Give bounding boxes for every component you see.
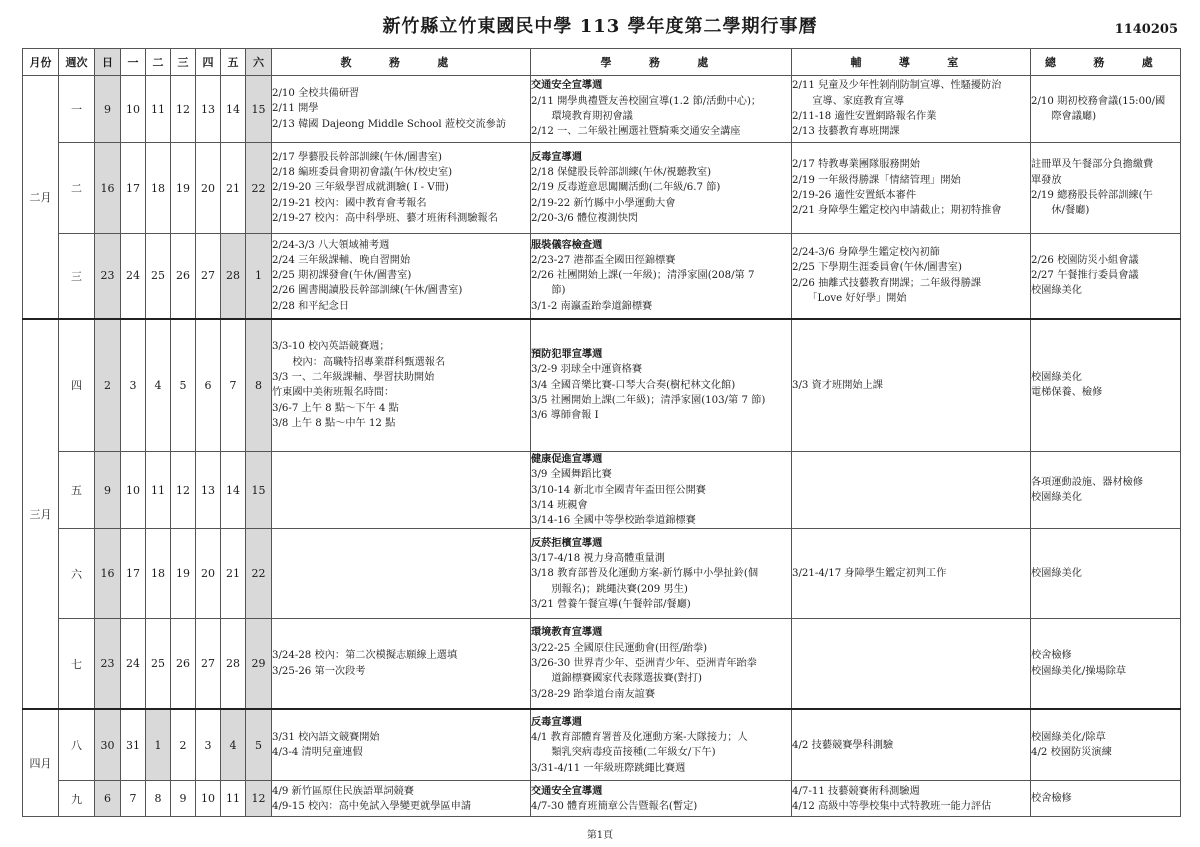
page-title: 新竹縣立竹東國民中學 113 學年度第二學期行事曆 bbox=[382, 16, 818, 37]
week-number-cell: 七 bbox=[59, 619, 95, 709]
month-cell: 二月 bbox=[23, 76, 59, 319]
day-cell-fri: 7 bbox=[221, 319, 246, 452]
header-general-affairs: 總 務 處 bbox=[1031, 49, 1181, 76]
event-line: 校舍檢修 bbox=[1031, 793, 1072, 805]
day-cell-thu: 27 bbox=[196, 619, 221, 709]
event-line: 宣導、家庭教育宣導 bbox=[792, 95, 905, 107]
week-row bbox=[23, 619, 1181, 709]
event-line: 校園綠美化 bbox=[1031, 492, 1082, 504]
academic-affairs-events-cell bbox=[272, 619, 531, 709]
event-line: 3/14 班親會 bbox=[531, 499, 588, 511]
event-line: 環境教育宣導週 bbox=[531, 626, 603, 639]
day-cell-thu: 10 bbox=[196, 781, 221, 817]
day-cell-tue: 25 bbox=[146, 619, 171, 709]
school-calendar-table bbox=[22, 48, 1181, 817]
academic-affairs-events-cell bbox=[272, 234, 531, 319]
day-cell-sun: 16 bbox=[95, 529, 121, 619]
academic-affairs-events-cell bbox=[272, 452, 531, 529]
week-row bbox=[23, 76, 1181, 143]
event-line: 2/13 韓國 Dajeong Middle School 蒞校交流參訪 bbox=[272, 118, 507, 130]
event-line: 註冊單及午餐部分負擔繳費 bbox=[1031, 159, 1154, 171]
event-line: 3/10-14 新北市全國青年盃田徑公開賽 bbox=[531, 484, 706, 496]
day-cell-sun: 6 bbox=[95, 781, 121, 817]
header-counseling: 輔 導 室 bbox=[792, 49, 1031, 76]
day-cell-thu: 13 bbox=[196, 452, 221, 529]
event-line: 2/17 學藝股長幹部訓練(午休/圖書室) bbox=[272, 151, 442, 163]
event-line: 環境教育期初會議 bbox=[531, 111, 633, 122]
day-cell-sun: 9 bbox=[95, 76, 121, 143]
week-row bbox=[23, 143, 1181, 234]
event-line: 校園綠美化 bbox=[1031, 371, 1082, 383]
event-line: 2/19 反毒遊意思闖關活動(二年級/6.7 節) bbox=[531, 182, 721, 194]
day-cell-fri: 14 bbox=[221, 76, 246, 143]
event-line: 2/26 抽離式技藝教育開課；二年級得勝課 bbox=[792, 277, 982, 289]
page-footer: 第1頁 bbox=[586, 830, 614, 841]
month-cell: 四月 bbox=[23, 709, 59, 817]
event-line: 校園綠美化 bbox=[1031, 568, 1082, 580]
counseling-events-cell bbox=[792, 234, 1031, 319]
week-row bbox=[23, 452, 1181, 529]
day-cell-mon: 17 bbox=[121, 143, 146, 234]
general-affairs-events-cell bbox=[1031, 619, 1181, 709]
day-cell-tue: 18 bbox=[146, 143, 171, 234]
event-line: 4/12 高級中等學校集中式特教班一能力評估 bbox=[792, 800, 992, 812]
week-number-cell: 八 bbox=[59, 709, 95, 781]
event-line: 校內：高職特招專業群科甄選報名 bbox=[272, 356, 446, 368]
general-affairs-events-cell bbox=[1031, 76, 1181, 143]
general-affairs-events-cell bbox=[1031, 319, 1181, 452]
event-line: 2/11 兒童及少年性剝削防制宣導、性騷擾防治 bbox=[792, 80, 1002, 92]
day-cell-thu: 6 bbox=[196, 319, 221, 452]
event-line: 3/26-30 世界青少年、亞洲青少年、亞洲青年跆拳 bbox=[531, 658, 757, 670]
day-cell-mon: 24 bbox=[121, 234, 146, 319]
event-line: 休/餐廳) bbox=[1031, 205, 1090, 217]
header-month: 月份 bbox=[23, 49, 59, 76]
academic-affairs-events-cell bbox=[272, 76, 531, 143]
day-cell-sun: 30 bbox=[95, 709, 121, 781]
event-line: 2/23-27 港都盃全國田徑錦標賽 bbox=[531, 254, 676, 266]
event-line: 各項運動設施、器材檢修 bbox=[1031, 476, 1144, 488]
week-row bbox=[23, 319, 1181, 452]
day-cell-sun: 9 bbox=[95, 452, 121, 529]
event-line: 3/3-10 校內英語競賽週； bbox=[272, 341, 390, 353]
student-affairs-events-cell bbox=[531, 234, 792, 319]
header-saturday: 六 bbox=[246, 49, 272, 76]
day-cell-fri: 28 bbox=[221, 234, 246, 319]
event-line: 2/11 開學 bbox=[272, 103, 319, 115]
counseling-events-cell bbox=[792, 619, 1031, 709]
day-cell-wed: 19 bbox=[171, 529, 196, 619]
day-cell-fri: 28 bbox=[221, 619, 246, 709]
academic-affairs-events-cell bbox=[272, 143, 531, 234]
event-line: 3/21 營養午餐宣導(午餐幹部/餐廳) bbox=[531, 598, 691, 610]
counseling-events-cell bbox=[792, 529, 1031, 619]
event-line: 3/25-26 第一次段考 bbox=[272, 665, 366, 677]
event-line: 3/5 社團開始上課(二年級)；清淨家園(103/第 7 節) bbox=[531, 394, 766, 406]
event-line: 2/24-3/3 八大領域補考週 bbox=[272, 239, 390, 251]
day-cell-sat: 15 bbox=[246, 76, 272, 143]
event-line: 2/24-3/6 身障學生鑑定校內初篩 bbox=[792, 247, 940, 259]
day-cell-sat: 15 bbox=[246, 452, 272, 529]
event-line: 2/26 圖書閱讀股長幹部訓練(午休/圖書室) bbox=[272, 285, 463, 297]
student-affairs-events-cell bbox=[531, 452, 792, 529]
event-line: 預防犯罪宣導週 bbox=[531, 348, 603, 360]
event-line: 2/18 編班委員會期初會議(午休/校史室) bbox=[272, 167, 453, 179]
event-line: 3/14-16 全國中等學校跆拳道錦標賽 bbox=[531, 515, 696, 527]
event-line: 「Love 好好學」開始 bbox=[792, 293, 907, 305]
header-week: 週次 bbox=[59, 49, 95, 76]
event-line: 3/24-28 校內：第二次模擬志願線上選填 bbox=[272, 650, 458, 662]
student-affairs-events-cell bbox=[531, 619, 792, 709]
event-line: 反毒宣導週 bbox=[531, 150, 582, 163]
event-line: 校園綠美化/操場除草 bbox=[1031, 665, 1127, 677]
event-line: 4/9-15 校內：高中免試入學變更就學區申請 bbox=[272, 800, 472, 812]
header-sunday: 日 bbox=[95, 49, 121, 76]
counseling-events-cell bbox=[792, 709, 1031, 781]
week-row bbox=[23, 709, 1181, 781]
day-cell-wed: 26 bbox=[171, 234, 196, 319]
event-line: 2/28 和平紀念日 bbox=[272, 300, 350, 312]
day-cell-wed: 12 bbox=[171, 76, 196, 143]
header-thursday: 四 bbox=[196, 49, 221, 76]
day-cell-sat: 5 bbox=[246, 709, 272, 781]
day-cell-tue: 8 bbox=[146, 781, 171, 817]
general-affairs-events-cell bbox=[1031, 781, 1181, 817]
week-number-cell: 四 bbox=[59, 319, 95, 452]
general-affairs-events-cell bbox=[1031, 452, 1181, 529]
day-cell-sun: 16 bbox=[95, 143, 121, 234]
header-monday: 一 bbox=[121, 49, 146, 76]
header-friday: 五 bbox=[221, 49, 246, 76]
event-line: 3/6 導師會報 I bbox=[531, 410, 599, 422]
day-cell-wed: 2 bbox=[171, 709, 196, 781]
student-affairs-events-cell bbox=[531, 143, 792, 234]
event-line: 3/18 教育部普及化運動方案-新竹縣中小學扯鈴(個 bbox=[531, 568, 759, 580]
event-line: 節) bbox=[531, 285, 566, 297]
counseling-events-cell bbox=[792, 319, 1031, 452]
day-cell-sat: 29 bbox=[246, 619, 272, 709]
event-line: 3/22-25 全國原住民運動會(田徑/跆拳) bbox=[531, 642, 708, 654]
header-row bbox=[23, 49, 1181, 76]
event-line: 校園綠美化/除草 bbox=[1031, 731, 1106, 743]
event-line: 反毒宣導週 bbox=[531, 715, 582, 728]
day-cell-sun: 23 bbox=[95, 234, 121, 319]
event-line: 3/3 一、二年級課輔、學習扶助開始 bbox=[272, 371, 435, 383]
day-cell-fri: 4 bbox=[221, 709, 246, 781]
day-cell-tue: 18 bbox=[146, 529, 171, 619]
event-line: 2/12 一、二年級社團選社暨騎乘交通安全講座 bbox=[531, 126, 741, 138]
day-cell-mon: 17 bbox=[121, 529, 146, 619]
event-line: 2/11 開學典禮暨友善校園宣導(1.2 節/活動中心)； bbox=[531, 95, 762, 107]
counseling-events-cell bbox=[792, 76, 1031, 143]
day-cell-thu: 27 bbox=[196, 234, 221, 319]
day-cell-mon: 31 bbox=[121, 709, 146, 781]
general-affairs-events-cell bbox=[1031, 709, 1181, 781]
event-line: 際會議廳) bbox=[1031, 111, 1097, 122]
counseling-events-cell bbox=[792, 143, 1031, 234]
event-line: 2/19-22 新竹縣中小學運動大會 bbox=[531, 197, 676, 209]
event-line: 2/19-21 校內：國中教育會考報名 bbox=[272, 197, 427, 209]
event-line: 2/19 總務股長幹部訓練(午 bbox=[1031, 190, 1153, 201]
academic-affairs-events-cell bbox=[272, 319, 531, 452]
counseling-events-cell bbox=[792, 781, 1031, 817]
student-affairs-events-cell bbox=[531, 781, 792, 817]
week-row bbox=[23, 781, 1181, 817]
day-cell-fri: 14 bbox=[221, 452, 246, 529]
day-cell-mon: 10 bbox=[121, 452, 146, 529]
academic-affairs-events-cell bbox=[272, 781, 531, 817]
day-cell-mon: 7 bbox=[121, 781, 146, 817]
event-line: 交通安全宣導週 bbox=[531, 784, 603, 797]
student-affairs-events-cell bbox=[531, 76, 792, 143]
academic-affairs-events-cell bbox=[272, 529, 531, 619]
event-line: 2/27 午餐推行委員會議 bbox=[1031, 270, 1139, 282]
event-line: 2/19-20 三年級學習成就測驗( I - V冊) bbox=[272, 182, 449, 194]
event-line: 4/7-30 體育班簡章公告暨報名(暫定) bbox=[531, 800, 698, 812]
day-cell-sat: 12 bbox=[246, 781, 272, 817]
event-line: 2/11-18 適性安置網路報名作業 bbox=[792, 111, 937, 122]
header-student-affairs: 學 務 處 bbox=[531, 49, 792, 76]
day-cell-sun: 23 bbox=[95, 619, 121, 709]
day-cell-thu: 3 bbox=[196, 709, 221, 781]
counseling-events-cell bbox=[792, 452, 1031, 529]
day-cell-mon: 10 bbox=[121, 76, 146, 143]
event-line: 2/25 下學期生涯委員會(午休/圖書室) bbox=[792, 262, 962, 274]
event-line: 3/1-2 南瀛盃跆拳道錦標賽 bbox=[531, 300, 653, 312]
event-line: 健康促進宣導週 bbox=[531, 453, 603, 465]
student-affairs-events-cell bbox=[531, 529, 792, 619]
event-line: 3/17-4/18 視力身高體重量測 bbox=[531, 553, 665, 565]
event-line: 2/20-3/6 體位複測快閃 bbox=[531, 212, 639, 224]
event-line: 2/17 特教專業團隊服務開始 bbox=[792, 159, 920, 171]
event-line: 2/10 全校共備研習 bbox=[272, 88, 360, 100]
event-line: 服裝儀容檢查週 bbox=[531, 238, 603, 251]
event-line: 4/2 技藝競賽學科測驗 bbox=[792, 739, 894, 751]
day-cell-thu: 13 bbox=[196, 76, 221, 143]
event-line: 2/19-27 校內：高中科學班、藝才班術科測驗報名 bbox=[272, 212, 498, 224]
general-affairs-events-cell bbox=[1031, 529, 1181, 619]
event-line: 2/18 保健股長幹部訓練(午休/視聽教室) bbox=[531, 167, 712, 179]
day-cell-mon: 24 bbox=[121, 619, 146, 709]
day-cell-tue: 1 bbox=[146, 709, 171, 781]
event-line: 4/3-4 清明兒童連假 bbox=[272, 747, 363, 759]
event-line: 電梯保養、檢修 bbox=[1031, 387, 1103, 399]
week-number-cell: 九 bbox=[59, 781, 95, 817]
event-line: 類乳突病毒疫苗接種(二年級女/下午) bbox=[531, 747, 716, 759]
student-affairs-events-cell bbox=[531, 319, 792, 452]
day-cell-thu: 20 bbox=[196, 529, 221, 619]
day-cell-wed: 19 bbox=[171, 143, 196, 234]
day-cell-tue: 25 bbox=[146, 234, 171, 319]
student-affairs-events-cell bbox=[531, 709, 792, 781]
event-line: 交通安全宣導週 bbox=[531, 79, 603, 92]
week-number-cell: 三 bbox=[59, 234, 95, 319]
week-number-cell: 一 bbox=[59, 76, 95, 143]
week-row bbox=[23, 529, 1181, 619]
event-line: 3/31 校內語文競賽開始 bbox=[272, 731, 380, 743]
event-line: 反菸拒檳宣導週 bbox=[531, 536, 603, 549]
event-line: 3/3 資才班開始上課 bbox=[792, 379, 883, 391]
day-cell-tue: 11 bbox=[146, 76, 171, 143]
event-line: 校園綠美化 bbox=[1031, 285, 1082, 297]
general-affairs-events-cell bbox=[1031, 143, 1181, 234]
event-line: 2/21 身障學生鑑定校內申請截止；期初特推會 bbox=[792, 205, 1002, 217]
event-line: 3/2-9 羽球全中運資格賽 bbox=[531, 364, 643, 376]
event-line: 2/19 一年級得勝課「情緒管理」開始 bbox=[792, 174, 961, 186]
day-cell-sat: 22 bbox=[246, 143, 272, 234]
event-line: 2/26 校園防災小組會議 bbox=[1031, 254, 1139, 266]
event-line: 3/9 全國舞蹈比賽 bbox=[531, 469, 612, 481]
week-row bbox=[23, 234, 1181, 319]
event-line: 竹東國中美術班報名時間： bbox=[272, 387, 395, 399]
event-line: 3/28-29 跆拳道台南友誼賽 bbox=[531, 688, 656, 700]
week-number-cell: 二 bbox=[59, 143, 95, 234]
event-line: 2/26 社團開始上課(一年級)；清淨家園(208/第 7 bbox=[531, 270, 755, 282]
day-cell-wed: 26 bbox=[171, 619, 196, 709]
event-line: 2/10 期初校務會議(15:00/國 bbox=[1031, 95, 1166, 107]
event-line: 3/4 全國音樂比賽-口琴大合奏(樹杞林文化館) bbox=[531, 379, 736, 391]
header-tuesday: 二 bbox=[146, 49, 171, 76]
event-line: 4/9 新竹區原住民族語單詞競賽 bbox=[272, 785, 414, 797]
event-line: 3/6-7 上午 8 點～下午 4 點 bbox=[272, 402, 399, 414]
week-number-cell: 六 bbox=[59, 529, 95, 619]
day-cell-fri: 11 bbox=[221, 781, 246, 817]
day-cell-fri: 21 bbox=[221, 529, 246, 619]
week-number-cell: 五 bbox=[59, 452, 95, 529]
event-line: 2/25 期初課發會(午休/圖書室) bbox=[272, 270, 412, 282]
day-cell-thu: 20 bbox=[196, 143, 221, 234]
event-line: 3/31-4/11 一年級班際跳繩比賽週 bbox=[531, 762, 686, 774]
event-line: 道錦標賽國家代表隊選拔賽(對打) bbox=[531, 673, 702, 685]
event-line: 3/8 上午 8 點～中午 12 點 bbox=[272, 417, 396, 429]
general-affairs-events-cell bbox=[1031, 234, 1181, 319]
event-line: 4/7-11 技藝競賽術科測驗週 bbox=[792, 785, 920, 797]
month-cell: 三月 bbox=[23, 319, 59, 709]
event-line: 別報名)；跳繩決賽(209 男生) bbox=[531, 583, 688, 595]
day-cell-wed: 5 bbox=[171, 319, 196, 452]
day-cell-tue: 4 bbox=[146, 319, 171, 452]
header-wednesday: 三 bbox=[171, 49, 196, 76]
day-cell-tue: 11 bbox=[146, 452, 171, 529]
day-cell-mon: 3 bbox=[121, 319, 146, 452]
event-line: 4/2 校園防災演練 bbox=[1031, 747, 1112, 759]
academic-affairs-events-cell bbox=[272, 709, 531, 781]
day-cell-sat: 8 bbox=[246, 319, 272, 452]
event-line: 3/21-4/17 身障學生鑑定初判工作 bbox=[792, 568, 947, 580]
day-cell-wed: 12 bbox=[171, 452, 196, 529]
event-line: 單發放 bbox=[1031, 174, 1062, 186]
event-line: 2/19-26 適性安置紙本審件 bbox=[792, 190, 917, 201]
day-cell-sat: 1 bbox=[246, 234, 272, 319]
day-cell-sun: 2 bbox=[95, 319, 121, 452]
event-line: 校舍檢修 bbox=[1031, 650, 1072, 662]
day-cell-wed: 9 bbox=[171, 781, 196, 817]
event-line: 2/13 技藝教育專班開課 bbox=[792, 126, 900, 138]
event-line: 4/1 教育部體育署普及化運動方案-大隊接力；人 bbox=[531, 731, 748, 743]
day-cell-sat: 22 bbox=[246, 529, 272, 619]
header-academic-affairs: 教 務 處 bbox=[272, 49, 531, 76]
day-cell-fri: 21 bbox=[221, 143, 246, 234]
event-line: 2/24 三年級課輔、晚自習開始 bbox=[272, 254, 411, 266]
document-number: 1140205 bbox=[1114, 22, 1178, 37]
